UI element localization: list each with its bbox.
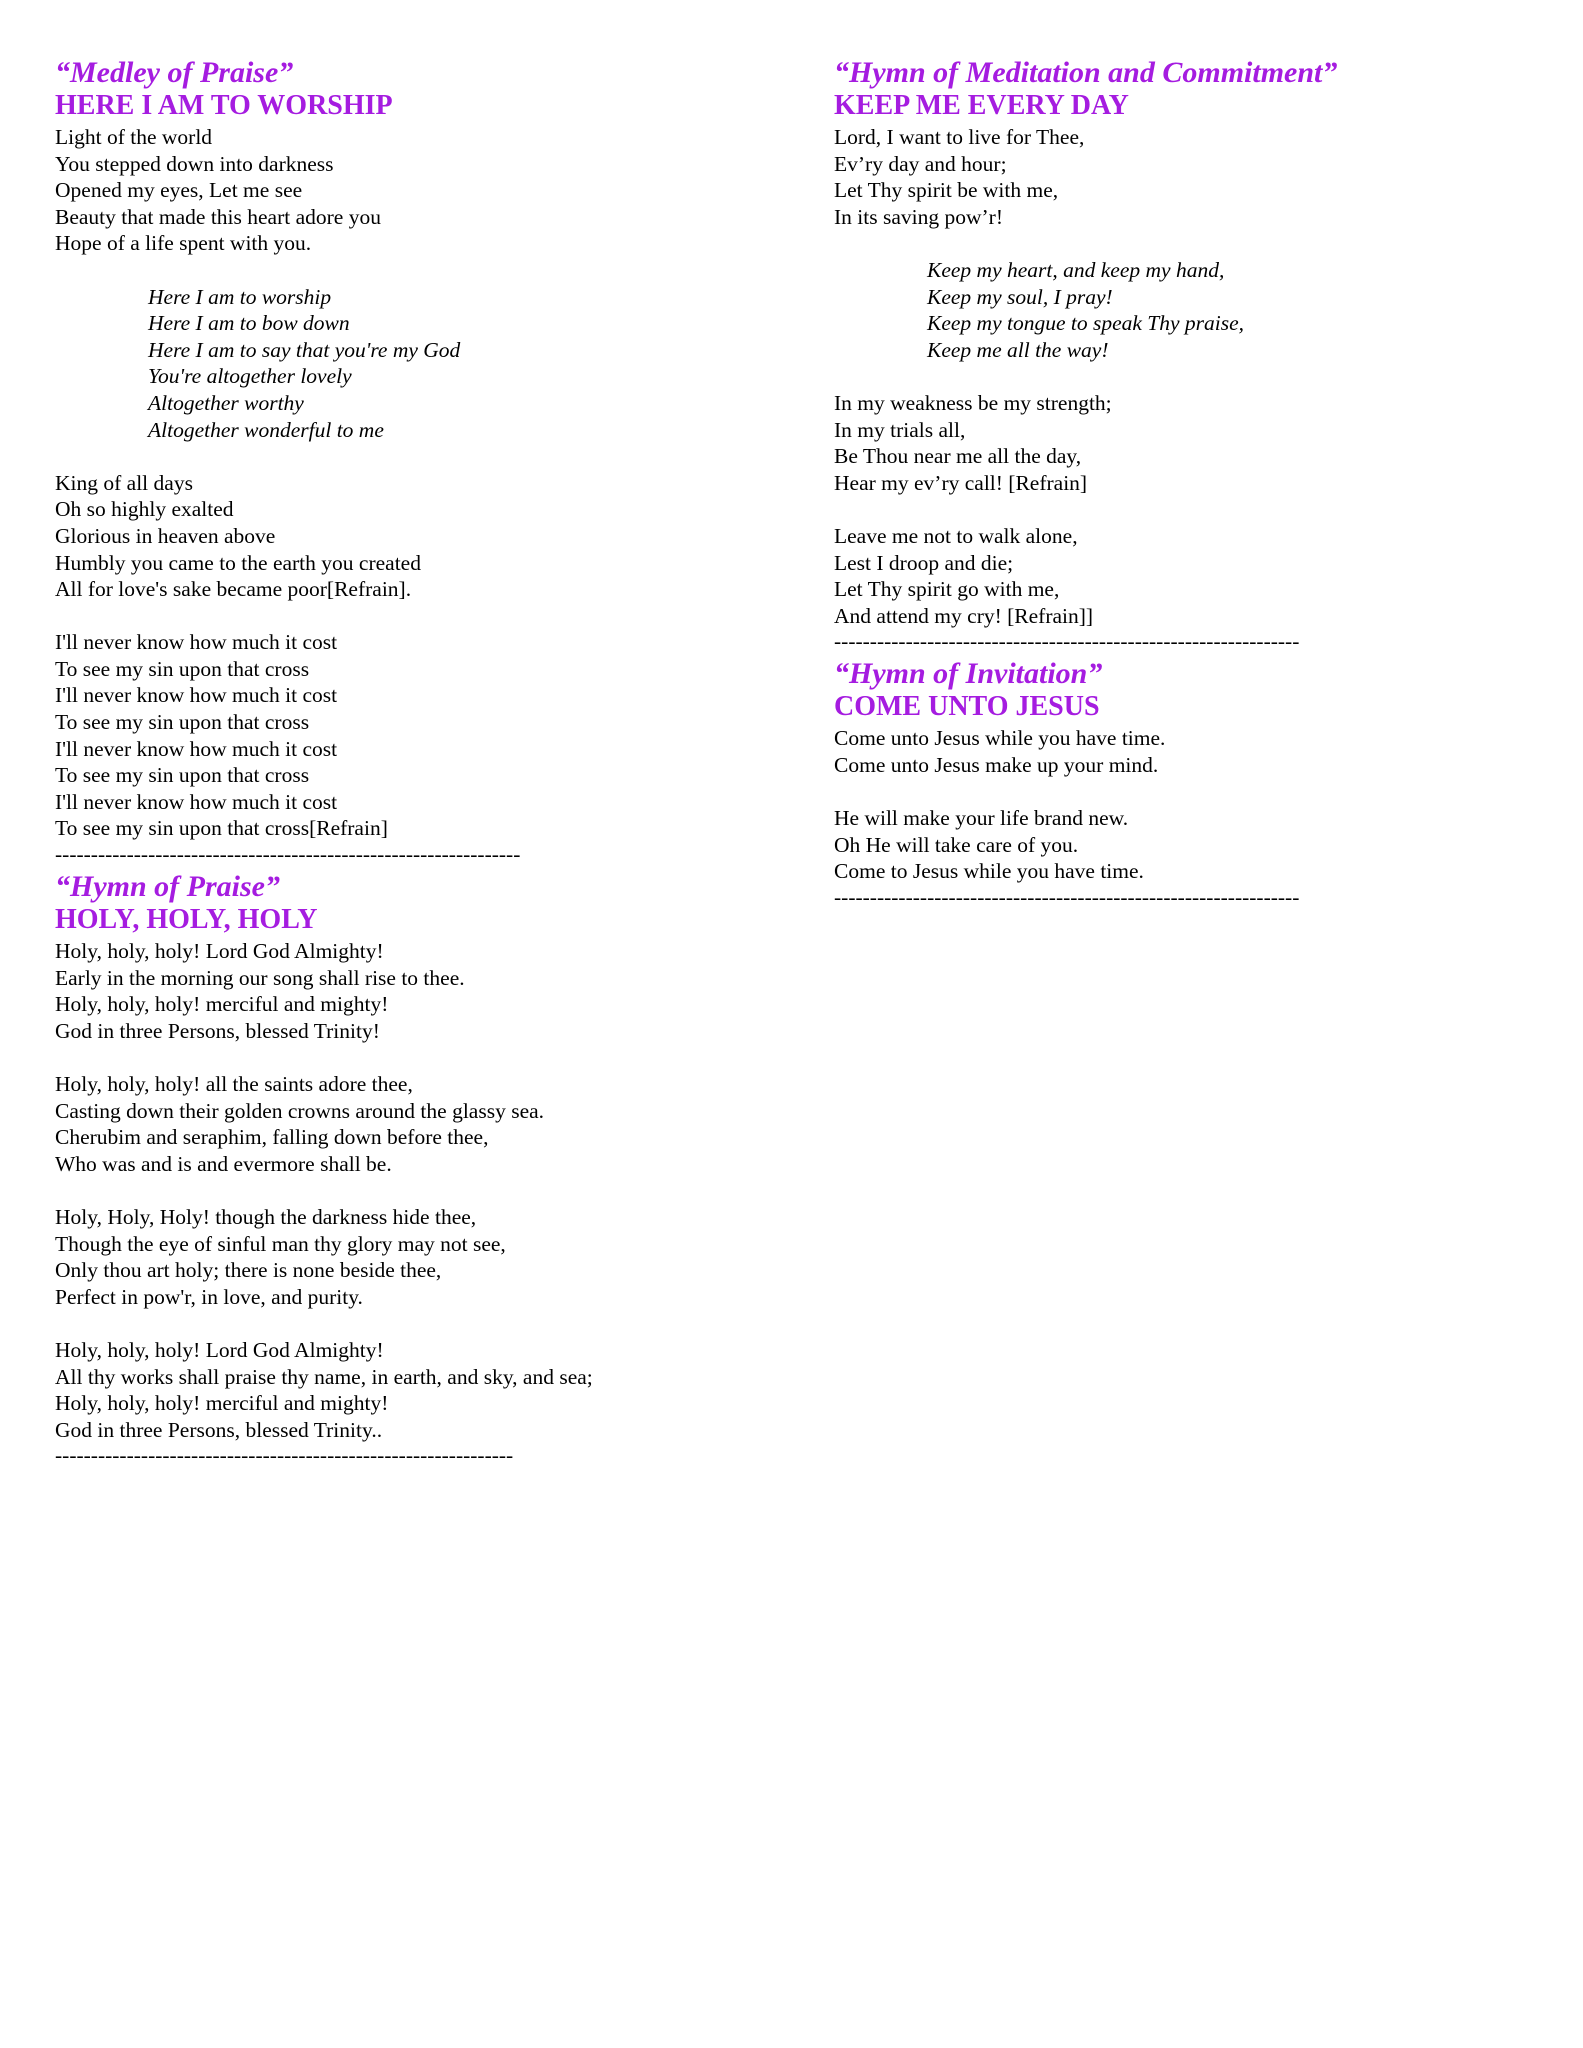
hymn-here-i-am-to-worship	[55, 56, 755, 866]
verse-stanza	[834, 725, 1534, 778]
lyric-line: Come to Jesus while you have time.	[834, 859, 1144, 884]
lyric-line: Humbly you came to the earth you created	[55, 550, 421, 575]
lyric-line: Holy, holy, holy! merciful and mighty!	[55, 992, 389, 1017]
lyric-line: To see my sin upon that cross[Refrain]	[55, 816, 388, 841]
lyric-line: Hope of a life spent with you.	[55, 231, 312, 256]
hymn-category: “Hymn of Invitation”	[834, 657, 1103, 691]
verse-stanza	[55, 1071, 755, 1177]
section-divider: ----------------------------------------------------------------	[55, 1443, 514, 1468]
lyric-line: Come unto Jesus make up your mind.	[834, 752, 1159, 777]
lyric-line: Holy, holy, holy! all the saints adore thee,	[55, 1072, 413, 1096]
lyric-line: In my trials all,	[834, 417, 966, 442]
lyric-line: To see my sin upon that cross	[55, 710, 310, 735]
hymn-title: HOLY, HOLY, HOLY	[55, 904, 318, 936]
verse-stanza	[55, 938, 755, 1044]
lyric-line: God in three Persons, blessed Trinity!	[55, 1018, 380, 1043]
lyric-line: Keep me all the way!	[927, 337, 1109, 362]
lyric-line: Lord, I want to live for Thee,	[834, 125, 1085, 149]
verse-stanza	[834, 523, 1534, 629]
lyric-line: I'll never know how much it cost	[55, 630, 338, 655]
verse-stanza	[55, 124, 755, 257]
lyric-line: Lest I droop and die;	[834, 550, 1014, 575]
lyric-line: Altogether worthy	[148, 390, 304, 415]
lyric-line: Beauty that made this heart adore you	[55, 204, 381, 229]
lyric-line: God in three Persons, blessed Trinity..	[55, 1417, 383, 1442]
lyric-line: Keep my heart, and keep my hand,	[927, 257, 1225, 282]
lyric-line: To see my sin upon that cross	[55, 763, 310, 788]
lyric-line: Let Thy spirit be with me,	[834, 178, 1059, 203]
verse-stanza	[55, 629, 755, 842]
lyric-line: Leave me not to walk alone,	[834, 523, 1078, 548]
lyric-line: All for love's sake became poor[Refrain].	[55, 577, 412, 602]
lyric-line: Cherubim and seraphim, falling down before thee,	[55, 1125, 489, 1150]
lyric-line: He will make your life brand new.	[834, 806, 1129, 831]
hymn-title: KEEP ME EVERY DAY	[834, 90, 1129, 121]
lyric-line: Holy, holy, holy! merciful and mighty!	[55, 1391, 389, 1416]
verse-stanza	[834, 390, 1534, 496]
lyric-line: In its saving pow’r!	[834, 204, 1003, 229]
lyric-line: Casting down their golden crowns around the glassy sea.	[55, 1098, 545, 1123]
verse-stanza	[55, 1204, 755, 1310]
lyric-line: And attend my cry! [Refrain]]	[834, 603, 1094, 628]
hymn-category: “Hymn of Meditation and Commitment”	[834, 56, 1338, 89]
lyric-line: Holy, Holy, Holy! though the darkness hide thee,	[55, 1204, 477, 1229]
lyric-line: Holy, holy, holy! Lord God Almighty!	[55, 1337, 384, 1362]
lyric-line: You stepped down into darkness	[55, 151, 334, 176]
lyric-line: Light of the world	[55, 125, 213, 149]
lyric-line: Early in the morning our song shall rise to thee.	[55, 965, 465, 990]
lyric-line: Though the eye of sinful man thy glory may not see,	[55, 1231, 506, 1256]
lyric-line: Here I am to bow down	[148, 311, 350, 336]
lyric-line: Ev’ry day and hour;	[834, 151, 1007, 176]
hymn-keep-me-every-day	[834, 56, 1534, 653]
lyric-line: Let Thy spirit go with me,	[834, 577, 1060, 602]
lyric-line: To see my sin upon that cross	[55, 656, 310, 681]
lyric-line: King of all days	[55, 470, 193, 495]
hymn-come-unto-jesus	[834, 657, 1534, 909]
verse-stanza	[55, 470, 755, 603]
lyric-line: Opened my eyes, Let me see	[55, 178, 303, 203]
hymn-holy-holy-holy	[55, 870, 755, 1467]
lyric-line: I'll never know how much it cost	[55, 789, 338, 814]
lyric-line: Come unto Jesus while you have time.	[834, 726, 1166, 751]
section-divider: -----------------------------------------------------------------	[834, 629, 1300, 654]
section-divider: -----------------------------------------------------------------	[834, 884, 1300, 909]
lyric-line: Here I am to worship	[148, 284, 332, 309]
lyric-line: Oh so highly exalted	[55, 497, 234, 522]
lyric-line: Oh He will take care of you.	[834, 832, 1079, 857]
lyric-line: In my weakness be my strength;	[834, 390, 1112, 415]
lyric-line: Perfect in pow'r, in love, and purity.	[55, 1284, 363, 1309]
verse-stanza	[55, 1337, 755, 1443]
verse-stanza	[834, 124, 1534, 230]
lyric-line: Hear my ev’ry call! [Refrain]	[834, 470, 1088, 495]
refrain-stanza	[834, 257, 1534, 363]
verse-stanza	[834, 805, 1534, 885]
lyric-line: You're altogether lovely	[148, 364, 352, 389]
lyric-line: Only thou art holy; there is none beside thee,	[55, 1258, 442, 1283]
lyric-line: Holy, holy, holy! Lord God Almighty!	[55, 939, 384, 964]
lyric-line: Keep my soul, I pray!	[927, 284, 1113, 309]
lyric-line: Here I am to say that you're my God	[148, 337, 461, 362]
lyric-line: Keep my tongue to speak Thy praise,	[927, 311, 1245, 336]
hymn-title: HERE I AM TO WORSHIP	[55, 90, 393, 121]
lyric-line: Glorious in heaven above	[55, 523, 276, 548]
lyric-line: I'll never know how much it cost	[55, 683, 338, 708]
hymn-category: “Medley of Praise”	[55, 56, 294, 89]
hymn-category: “Hymn of Praise”	[55, 870, 280, 904]
lyric-line: Altogether wonderful to me	[148, 417, 384, 442]
lyric-line: Who was and is and evermore shall be.	[55, 1151, 392, 1176]
lyric-line: All thy works shall praise thy name, in earth, and sky, and sea;	[55, 1364, 593, 1389]
lyric-line: Be Thou near me all the day,	[834, 444, 1082, 469]
right-column	[834, 56, 1534, 913]
section-divider: -----------------------------------------------------------------	[55, 842, 521, 867]
hymn-title: COME UNTO JESUS	[834, 691, 1100, 723]
refrain-stanza	[55, 284, 755, 444]
left-column	[55, 56, 755, 1471]
lyric-line: I'll never know how much it cost	[55, 736, 338, 761]
